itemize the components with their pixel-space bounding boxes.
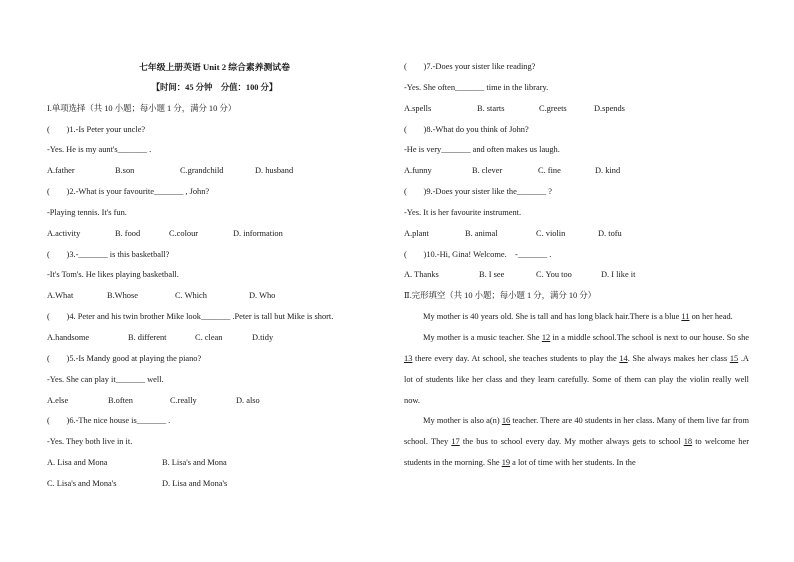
blank-17: 17 [451, 437, 460, 447]
blank-18: 18 [683, 437, 693, 447]
option-c: C. Which [175, 291, 207, 301]
question-8: ( )8.-What do you think of John? [404, 124, 529, 134]
option-a: A. Thanks [404, 270, 439, 280]
option-b: B. I see [479, 270, 505, 280]
answer-line-5: -Yes. She can play it_______ well. [47, 374, 164, 384]
answer-line-7: -Yes. She often_______ time in the library. [404, 82, 549, 92]
options-5 [47, 396, 382, 406]
option-d: D. tofu [598, 228, 622, 238]
option-d: D. also [236, 395, 260, 405]
options-6-row-1 [47, 458, 382, 468]
option-b: B. food [115, 228, 141, 238]
options-6-row-2 [47, 479, 382, 489]
options-4 [47, 333, 382, 343]
option-d: D. Who [249, 291, 276, 301]
section-heading: I.单项选择（共 10 小题；每小题 1 分，满分 10 分） [47, 103, 237, 113]
blank-19: 19 [501, 458, 511, 468]
answer-line-8: -He is very_______ and often makes us laugh. [404, 145, 560, 155]
option-b: B. clever [472, 166, 503, 176]
left-column [47, 62, 382, 500]
question-2: ( )2.-What is your favourite_______ , John? [47, 187, 210, 197]
option-a: A.What [47, 291, 74, 301]
question-1: ( )1.-Is Peter your uncle? [47, 124, 146, 134]
option-c: C.colour [169, 228, 199, 238]
option-b: B. Lisa's and Mona [162, 458, 227, 468]
question-3: ( )3.-_______ is this basketball? [47, 249, 170, 259]
options-2 [47, 229, 382, 239]
option-b: B.son [115, 166, 135, 176]
option-d: D. information [233, 228, 283, 238]
options-1 [47, 166, 382, 176]
cloze-paragraph-3: My mother is also a(n) 16 teacher. There are 40 students in her class. Many of them live far from school. They 17 the bus to school every day. My mother always gets to school 18 to welcome her students in the morning. She 19 a lot of time with her students. In the [404, 416, 749, 468]
question-10: ( )10.-Hi, Gina! Welcome. -_______ . [404, 249, 552, 259]
blank-16: 16 [501, 416, 511, 426]
option-c: C. Lisa's and Mona's [47, 478, 117, 488]
question-5: ( )5.-Is Mandy good at playing the piano? [47, 353, 202, 363]
option-d: D. I like it [601, 270, 636, 280]
option-c: C.greets [539, 103, 567, 113]
option-c: C. clean [195, 332, 223, 342]
option-b: B.often [108, 395, 133, 405]
option-a: A.handsome [47, 332, 90, 342]
option-a: A.else [47, 395, 69, 405]
option-b: B. animal [465, 228, 498, 238]
option-a: A.father [47, 166, 75, 176]
options-3 [47, 291, 382, 301]
exam-subtitle: 【时间：45 分钟 分值：100 分】 [151, 82, 278, 92]
exam-title: 七年级上册英语 Unit 2 综合素养测试卷 [139, 62, 290, 72]
right-column [404, 62, 749, 474]
question-9: ( )9.-Does your sister like the_______ ? [404, 187, 552, 197]
options-7 [404, 104, 749, 114]
answer-line-1: -Yes. He is my aunt's_______ . [47, 145, 152, 155]
option-a: A.plant [404, 228, 429, 238]
answer-line-6: -Yes. They both live in it. [47, 437, 133, 447]
option-b: B. different [128, 332, 167, 342]
question-4: ( )4. Peter and his twin brother Mike look_______ .Peter is tall but Mike is short. [47, 312, 334, 322]
option-c: C.really [170, 395, 197, 405]
blank-12: 12 [541, 332, 551, 342]
option-d: D.tidy [252, 332, 274, 342]
cloze-paragraph-2: My mother is a music teacher. She 12 in a middle school.The school is next to our house. So she 13 there every day. At school, she teaches students to play the 14. She always makes her class 15 .A lot of students like her class and they learn carefully. Some of them can play the violin really well now. [404, 332, 749, 405]
answer-line-2: -Playing tennis. It's fun. [47, 207, 127, 217]
option-c: C. fine [538, 166, 561, 176]
question-6: ( )6.-The nice house is_______ . [47, 416, 171, 426]
blank-13: 13 [404, 353, 413, 363]
section-heading: Ⅱ.完形填空（共 10 小题；每小题 1 分，满分 10 分） [404, 291, 597, 301]
options-8 [404, 166, 749, 176]
option-a: A.funny [404, 166, 432, 176]
option-d: D.spends [594, 103, 625, 113]
options-10 [404, 270, 749, 280]
option-b: B. starts [477, 103, 505, 113]
option-a: A.spells [404, 103, 432, 113]
question-7: ( )7.-Does your sister like reading? [404, 62, 536, 71]
blank-14: 14 [619, 353, 628, 363]
option-b: B.Whose [107, 291, 138, 301]
option-d: D. kind [595, 166, 621, 176]
option-d: D. husband [255, 166, 294, 176]
options-9 [404, 229, 749, 239]
option-c: C. You too [536, 270, 572, 280]
blank-11: 11 [681, 312, 690, 322]
answer-line-3: -It's Tom's. He likes playing basketball. [47, 270, 179, 280]
option-c: C.grandchild [180, 166, 224, 176]
option-d: D. Lisa and Mona's [162, 478, 228, 488]
option-a: A. Lisa and Mona [47, 458, 108, 468]
option-c: C. violin [536, 228, 566, 238]
answer-line-9: -Yes. It is her favourite instrument. [404, 207, 522, 217]
blank-15: 15 [729, 353, 739, 363]
cloze-paragraph-1: My mother is 40 years old. She is tall and has long black hair.There is a blue 11 on her head. [423, 312, 733, 322]
option-a: A.activity [47, 228, 81, 238]
